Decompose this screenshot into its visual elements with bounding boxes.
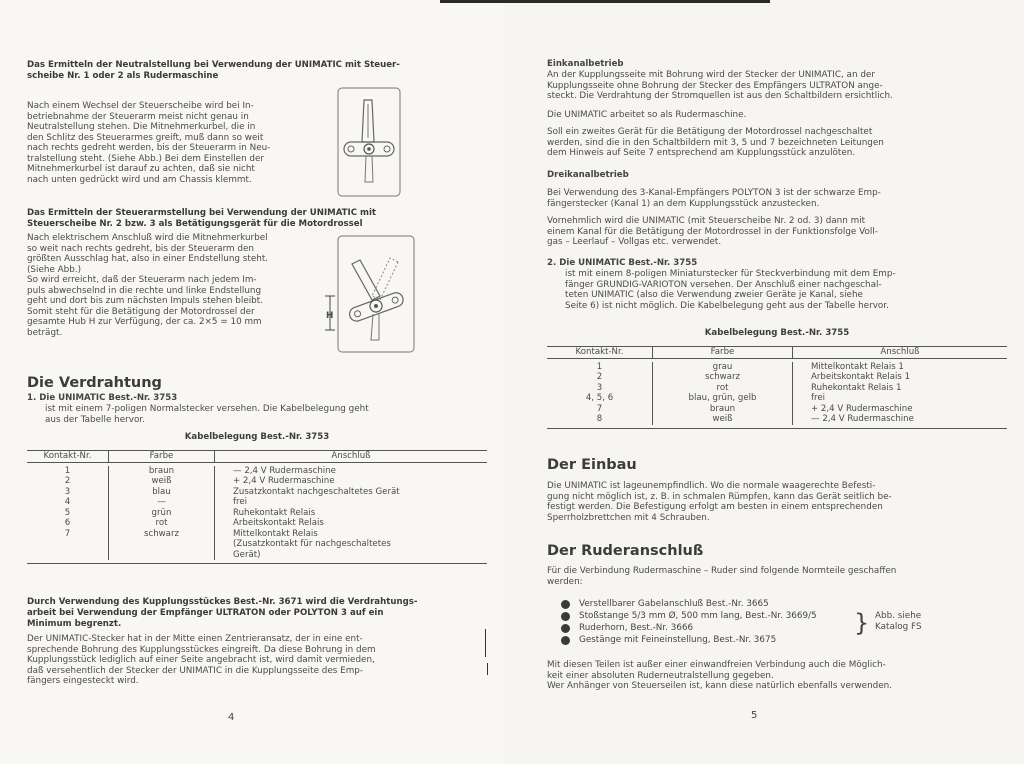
table-row <box>27 476 487 487</box>
table-row <box>27 508 487 519</box>
cell-farbe: braun <box>653 404 793 415</box>
margin-mark <box>485 629 486 657</box>
cell-farbe: weiß <box>109 476 215 487</box>
table-row <box>27 529 487 561</box>
header-kontakt: Kontakt-Nr. <box>547 347 653 358</box>
bullet-icon <box>561 612 570 621</box>
cell-kontakt: 7 <box>27 529 109 561</box>
table-row <box>27 487 487 498</box>
parts-list <box>561 598 861 646</box>
cell-farbe: rot <box>109 518 215 529</box>
cell-farbe: blau, grün, gelb <box>653 393 793 404</box>
table-row <box>27 518 487 529</box>
list-item: Ruderhorn, Best.-Nr. 3666 <box>561 622 861 634</box>
cell-kontakt: 3 <box>27 487 109 498</box>
cell-anschluss: frei <box>811 393 826 403</box>
table-row <box>547 383 1007 394</box>
cell-kontakt: 7 <box>547 404 653 415</box>
cell-anschluss: Mittelkontakt Relais 1 <box>811 361 904 372</box>
cell-farbe: schwarz <box>653 372 793 383</box>
cell-kontakt: 2 <box>547 372 653 383</box>
left-page <box>0 0 505 764</box>
einkanal-text2: Die UNIMATIC arbeitet so als Rudermaschine. <box>547 110 747 120</box>
cell-farbe: — <box>109 497 215 508</box>
header-farbe: Farbe <box>109 451 215 462</box>
list-item: Stoßstange 5/3 mm Ø, 500 mm lang, Best.-Nr. 3669/5 <box>561 610 861 622</box>
verdrahtung-title: Die Verdrahtung <box>27 375 162 391</box>
list-item: Gestänge mit Feineinstellung, Best.-Nr. 3675 <box>561 634 861 646</box>
steuerarm-text: Nach elektrischem Anschluß wird die Mitnehmerkurbel so weit nach rechts gedreht, bis der Steuerarm den größten Ausschlag hat, also in einer Endstellung steht. (Siehe Abb.) So wird erreicht, daß der Steuerarm nach jedem Im- puls abwechselnd in die rechte und linke Endstellung geht und dort bis zum nächsten Impuls stehen bleibt. Somit steht für die Betätigung der Motordrossel der gesamte Hub H zur Verfügung, der ca. 2×5 = 10 mm beträgt. <box>27 233 269 338</box>
dreikanal-title: Dreikanalbetrieb <box>547 170 629 180</box>
item2-title: 2. Die UNIMATIC Best.-Nr. 3755 <box>547 258 698 268</box>
table-header-row <box>547 347 1007 359</box>
table-row <box>547 372 1007 383</box>
einkanal-text: An der Kupplungsseite mit Bohrung wird der Stecker der UNIMATIC, an der Kupplungsseite ohne Bohrung der Stecker des Empfängers ULTRATON ange- steckt. Die Verdrahtung der Stromquellen ist aus den Schaltbildern ersichtlich. <box>547 70 893 101</box>
bullet-icon <box>561 600 570 609</box>
cell-anschluss: + 2,4 V Rudermaschine <box>233 476 335 486</box>
steuerarm-heading: Das Ermitteln der Steuerarmstellung bei Verwendung der UNIMATIC mit Steuerscheibe Nr. 2 bzw. 3 als Betätigungsgerät für die Motordrossel <box>27 208 377 229</box>
right-brace: } <box>854 609 870 637</box>
cell-anschluss: frei <box>233 497 248 507</box>
cell-anschluss: — 2,4 V Rudermaschine <box>811 414 914 424</box>
cell-kontakt: 1 <box>547 362 653 373</box>
table-row <box>27 497 487 508</box>
einbau-text: Die UNIMATIC ist lageunempfindlich. Wo die normale waagerechte Befesti- gung nicht möglich ist, z. B. in schmalen Rümpfen, kann das Gerät seitlich be- festigt werden. Die Befestigung erfolgt am besten in einem entsprechenden Sperrholzbrettchen mit 4 Schrauben. <box>547 481 892 523</box>
cell-farbe: grau <box>653 362 793 373</box>
servo-arm-endposition-icon <box>318 234 418 356</box>
cell-kontakt: 6 <box>27 518 109 529</box>
cell-farbe: blau <box>109 487 215 498</box>
cell-farbe: schwarz <box>109 529 215 561</box>
cell-kontakt: 1 <box>27 466 109 477</box>
cell-anschluss: Arbeitskontakt Relais 1 <box>811 372 911 382</box>
page-number-left: 4 <box>228 712 235 723</box>
cell-farbe: weiß <box>653 414 793 425</box>
cell-anschluss: Mittelkontakt Relais (Zusatzkontakt für nachgeschaltetes Gerät) <box>233 528 391 560</box>
kupplung-heading: Durch Verwendung des Kupplungsstückes Best.-Nr. 3671 wird die Verdrahtungs- arbeit bei Verwendung der Empfänger ULTRATON oder POLYTON 3 auf ein Minimum begrenzt. <box>27 597 418 629</box>
table-row <box>547 404 1007 415</box>
kupplung-text: Der UNIMATIC-Stecker hat in der Mitte einen Zentrieransatz, der in eine ent- sprechende Bohrung des Kupplungsstückes eingreift. Da diese Bohrung in dem Kupplungsstück lediglich auf einer Seite angebracht ist, wird damit vermieden, daß versehentlich der Stecker der UNIMATIC in die Kupplungsseite des Emp- fängers eingesteckt wird. <box>27 634 376 686</box>
cell-farbe: braun <box>109 466 215 477</box>
book-spine-edge <box>440 0 770 3</box>
header-anschluss: Anschluß <box>880 347 920 357</box>
einbau-title: Der Einbau <box>547 457 637 473</box>
closing-text: Mit diesen Teilen ist außer einer einwandfreien Verbindung auch die Möglich- keit einer absoluten Ruderneutralstellung gegeben. Wer Anhänger von Steuerseilen ist, kann diese natürlich ebenfalls verwenden. <box>547 660 893 691</box>
list-item: Verstellbarer Gabelanschluß Best.-Nr. 3665 <box>561 598 861 610</box>
cell-kontakt: 4, 5, 6 <box>547 393 653 404</box>
table-3755-caption: Kabelbelegung Best.-Nr. 3755 <box>704 328 850 338</box>
item1-title: 1. Die UNIMATIC Best.-Nr. 3753 <box>27 393 178 403</box>
table-3753 <box>27 450 487 564</box>
cell-anschluss: Zusatzkontakt nachgeschaltetes Gerät <box>233 486 400 497</box>
cell-anschluss: Ruhekontakt Relais 1 <box>811 382 902 393</box>
servo-arm-neutral-icon <box>336 86 404 198</box>
einkanal-text3: Soll ein zweites Gerät für die Betätigung der Motordrossel nachgeschaltet werden, sind die in den Schaltbildern mit 3, 5 und 7 bezeichneten Leitungen dem Hinweis auf Seite 7 entsprechend am Kupplungsstück anzulöten. <box>547 127 884 158</box>
cell-farbe: rot <box>653 383 793 394</box>
table-row <box>547 393 1007 404</box>
cell-kontakt: 5 <box>27 508 109 519</box>
table-row <box>547 414 1007 425</box>
cell-anschluss: + 2,4 V Rudermaschine <box>811 403 913 414</box>
table-3755 <box>547 346 1007 429</box>
neutral-heading: Das Ermitteln der Neutralstellung bei Verwendung der UNIMATIC mit Steuer- scheibe Nr. 1 oder 2 als Rudermaschine <box>27 60 400 81</box>
table-row <box>27 466 487 477</box>
right-page <box>505 0 1024 764</box>
ruderanschluss-title: Der Ruderanschluß <box>547 543 704 559</box>
bullet-icon <box>561 636 570 645</box>
parts-note: Abb. siehe Katalog FS <box>875 611 922 632</box>
bullet-icon <box>561 624 570 633</box>
header-kontakt: Kontakt-Nr. <box>27 451 109 462</box>
einkanal-title: Einkanalbetrieb <box>547 59 624 69</box>
neutral-text: Nach einem Wechsel der Steuerscheibe wird bei In- betriebnahme der Steuerarm meist nicht genau in Neutralstellung stehen. Die Mitnehmerkurbel, die in den Schlitz des Steuerarmes greift, muß dann so weit nach rechts gedreht werden, bis der Steuerarm in Neu- tralstellung steht. (Siehe Abb.) Bei dem Einstellen der Mitnehmerkurbel ist darauf zu achten, daß sie nicht nach unten gedrückt wird und am Chassis klemmt. <box>27 101 271 185</box>
dreikanal-text: Bei Verwendung des 3-Kanal-Empfängers POLYTON 3 ist der schwarze Emp- fängerstecker (Kanal 1) an dem Kupplungsstück anzustecken. <box>547 188 881 209</box>
page-number-right: 5 <box>751 710 758 721</box>
ruderanschluss-text: Für die Verbindung Rudermaschine – Ruder sind folgende Normteile geschaffen werden: <box>547 566 897 587</box>
table-3753-caption: Kabelbelegung Best.-Nr. 3753 <box>184 432 330 442</box>
throttle-figure <box>318 234 418 356</box>
margin-mark <box>487 663 488 675</box>
cell-anschluss: Arbeitskontakt Relais <box>233 518 324 528</box>
cell-farbe: grün <box>109 508 215 519</box>
cell-anschluss: — 2,4 V Rudermaschine <box>233 465 336 476</box>
item2-text: ist mit einem 8-poligen Miniaturstecker für Steckverbindung mit dem Emp- fänger GRUNDIG-VARIOTON versehen. Der Anschluß einer nachgeschal- teten UNIMATIC (also die Verwendung zweier Geräte je Kanal, siehe Seite 6) ist nicht möglich. Die Kabelbelegung geht aus der Tabelle hervor. <box>565 269 896 311</box>
dreikanal-text2: Vornehmlich wird die UNIMATIC (mit Steuerscheibe Nr. 2 od. 3) dann mit einem Kanal für die Betätigung der Motordrossel in der Funktionsfolge Voll- gas – Leerlauf – Vollgas etc. verwendet. <box>547 216 878 247</box>
cell-kontakt: 3 <box>547 383 653 394</box>
cell-anschluss: Ruhekontakt Relais <box>233 507 316 518</box>
stroke-h-label: H <box>326 311 334 321</box>
header-anschluss: Anschluß <box>331 451 371 461</box>
cell-kontakt: 8 <box>547 414 653 425</box>
cell-kontakt: 2 <box>27 476 109 487</box>
header-farbe: Farbe <box>653 347 793 358</box>
table-header-row <box>27 451 487 463</box>
neutral-figure <box>336 86 404 198</box>
item1-text: ist mit einem 7-poligen Normalstecker versehen. Die Kabelbelegung geht aus der Tabelle hervor. <box>45 404 369 425</box>
table-row <box>547 362 1007 373</box>
cell-kontakt: 4 <box>27 497 109 508</box>
